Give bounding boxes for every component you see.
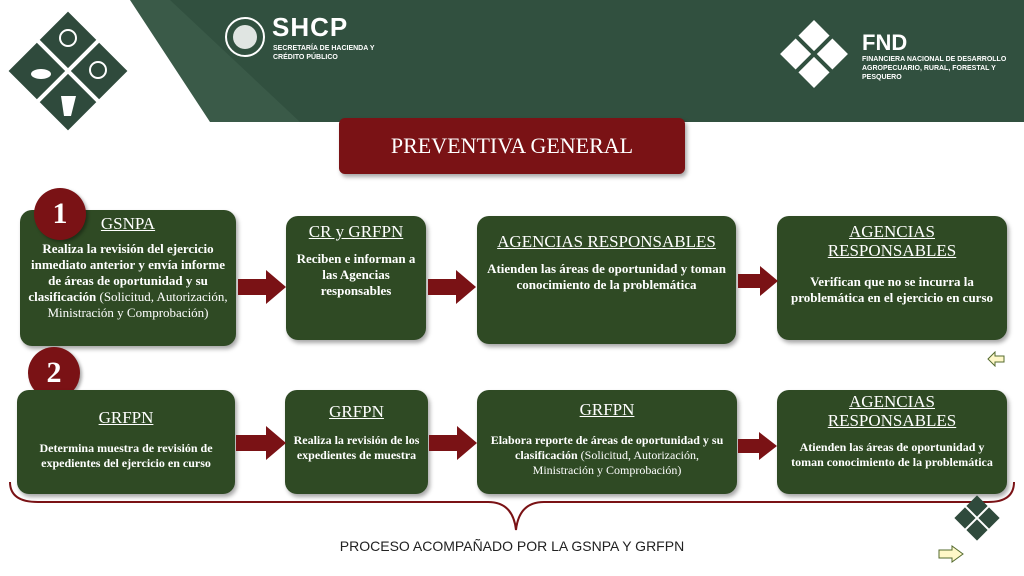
- box-heading: AGENCIAS RESPONSABLES: [497, 232, 716, 251]
- shcp-subtitle: SECRETARÍA DE HACIENDA Y CRÉDITO PÚBLICO: [273, 45, 375, 61]
- arrow-right-icon: [238, 270, 286, 304]
- arrow-right-icon: [429, 426, 477, 460]
- fnd-logo-small-icon: [944, 494, 1010, 544]
- box-text: Atienden las áreas de oportunidad y toman conocimiento de la problemática: [487, 261, 726, 292]
- box-heading: AGENCIAS RESPONSABLES: [827, 222, 957, 260]
- bracket-brace: [8, 480, 1018, 536]
- arrow-right-icon: [428, 270, 476, 304]
- fnd-logo-right-icon: [778, 18, 850, 90]
- arrow-right-icon: [738, 266, 778, 296]
- box-heading: GRFPN: [579, 400, 635, 419]
- box-heading: GRFPN: [329, 402, 384, 421]
- row1-box-agencias-1: [477, 216, 736, 344]
- step-number-1: 1: [34, 188, 86, 240]
- row2-box-grfpn-2: [285, 390, 428, 494]
- fnd-title: FND: [862, 30, 908, 55]
- row2-box-grfpn-1: [17, 390, 235, 494]
- box-heading: GRFPN: [98, 408, 154, 427]
- footer-caption: PROCESO ACOMPAÑADO POR LA GSNPA Y GRFPN: [339, 538, 685, 554]
- shcp-title: SHCP: [272, 12, 349, 42]
- box-text: Realiza la revisión de los expedientes de muestra: [293, 433, 420, 462]
- step-number-2: 2: [28, 347, 80, 399]
- row1-box-cr-grfpn: [286, 216, 426, 340]
- box-text: Reciben e informan a las Agencias responsables: [296, 251, 416, 298]
- row1-box-agencias-2: [777, 216, 1007, 340]
- row2-box-agencias: [777, 390, 1007, 494]
- box-text: Elabora reporte de áreas de oportunidad y su clasificación (Solicitud, Autorización, Ministración y Comprobación): [490, 433, 724, 477]
- fnd-logo-left-icon: [6, 6, 131, 136]
- forward-arrow-icon[interactable]: [938, 545, 964, 563]
- back-arrow-icon[interactable]: [987, 351, 1005, 367]
- box-heading: GSNPA: [100, 214, 156, 233]
- fnd-subtitle: FINANCIERA NACIONAL DE DESARROLLO AGROPECUARIO, RURAL, FORESTAL Y PESQUERO: [862, 56, 1007, 81]
- box-text: Determina muestra de revisión de expedientes del ejercicio en curso: [39, 441, 213, 470]
- box-text: Realiza la revisión del ejercicio inmediato anterior y envía informe de áreas de oportunidad y su clasificación (Solicitud, Autorización, Ministración y Comprobación): [28, 241, 228, 320]
- arrow-right-icon: [236, 426, 286, 460]
- box-heading: AGENCIAS RESPONSABLES: [827, 392, 957, 430]
- shcp-seal-icon: [224, 16, 266, 58]
- arrow-right-icon: [738, 432, 777, 460]
- box-text: Atienden las áreas de oportunidad y toman conocimiento de la problemática: [791, 440, 993, 469]
- page-title: PREVENTIVA GENERAL: [339, 118, 685, 174]
- row2-box-grfpn-3: [477, 390, 737, 494]
- box-text: Verifican que no se incurra la problemática en el ejercicio en curso: [790, 274, 994, 305]
- box-heading: CR y GRFPN: [308, 222, 404, 241]
